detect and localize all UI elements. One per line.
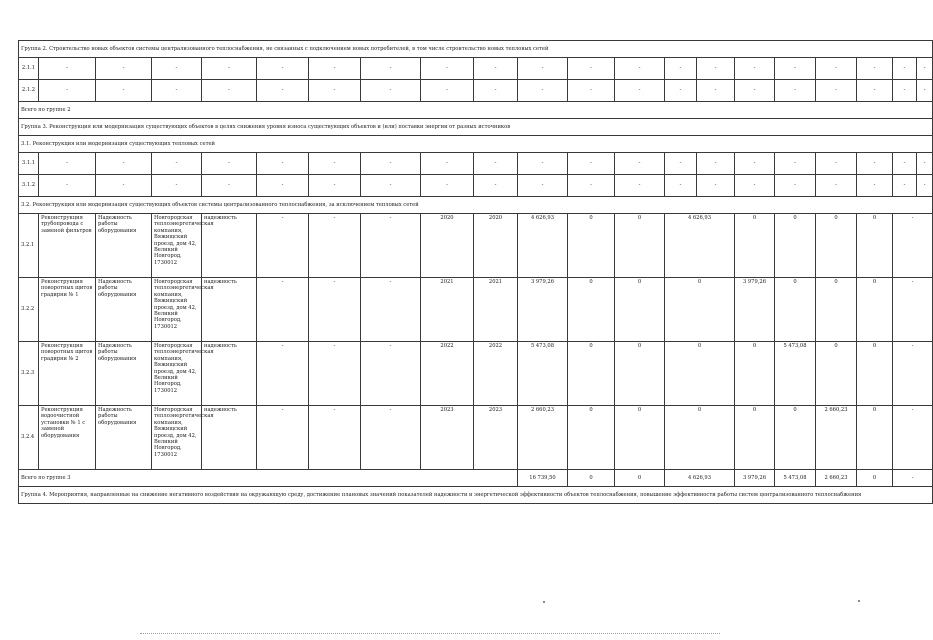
empty-cell: -	[39, 153, 96, 175]
scan-speck	[858, 600, 860, 602]
empty-cell: -	[775, 58, 816, 80]
empty-cell: -	[39, 58, 96, 80]
group3-total-label: Всего по группе 3	[19, 470, 518, 487]
year-cost: 0	[857, 278, 893, 342]
scan-speck	[543, 601, 545, 603]
year-cost: 0	[568, 342, 615, 406]
start-year: 2022	[421, 342, 474, 406]
empty-cell: -	[518, 175, 568, 197]
year-cost: 0	[615, 342, 665, 406]
year-cost: 0	[735, 406, 775, 470]
empty-cell: -	[893, 80, 917, 102]
empty-cell: -	[421, 175, 474, 197]
empty-cell: -	[568, 153, 615, 175]
empty-cell: -	[665, 175, 697, 197]
empty-cell: -	[152, 58, 202, 80]
empty-cell: -	[665, 80, 697, 102]
year-cost: 0	[857, 470, 893, 487]
empty-cell: -	[697, 175, 735, 197]
empty-cell: -	[697, 80, 735, 102]
total-cost: 16 739,50	[518, 470, 568, 487]
empty-cell: -	[309, 175, 361, 197]
empty-cell: -	[96, 80, 152, 102]
empty-cell: -	[857, 175, 893, 197]
empty-cell: -	[152, 175, 202, 197]
empty-cell: -	[361, 175, 421, 197]
group3-header: Группа 3. Реконструкция или модернизация существующих объектов в целях снижения уровня износа существующих объектов и (или) поставки энергии от разных источников	[19, 119, 933, 136]
value-cell: -	[309, 342, 361, 406]
empty-cell: -	[775, 80, 816, 102]
year-cost: 2 660,23	[816, 470, 857, 487]
project-name: Реконструкция водоочистной установки № 1 с заменой оборудования	[39, 406, 96, 470]
year-cost: 2 660,23	[816, 406, 857, 470]
scan-noise-line	[140, 633, 720, 635]
empty-cell: -	[309, 80, 361, 102]
total-cost: 2 660,23	[518, 406, 568, 470]
project-purpose: Надежность работы оборудования	[96, 214, 152, 278]
value-cell: -	[361, 278, 421, 342]
empty-cell: -	[893, 175, 917, 197]
empty-cell: -	[257, 80, 309, 102]
empty-cell: -	[917, 58, 933, 80]
project-purpose: Надежность работы оборудования	[96, 278, 152, 342]
value-cell: -	[309, 406, 361, 470]
value-cell: -	[893, 278, 933, 342]
empty-cell: -	[309, 153, 361, 175]
empty-cell: -	[568, 58, 615, 80]
value-cell: -	[309, 214, 361, 278]
empty-cell: -	[697, 58, 735, 80]
year-cost: 4 626,93	[665, 470, 735, 487]
table-row	[19, 153, 933, 175]
empty-cell: -	[857, 153, 893, 175]
empty-cell: -	[421, 153, 474, 175]
end-year: 2021	[474, 278, 518, 342]
total-cost: 5 473,08	[518, 342, 568, 406]
empty-cell: -	[568, 175, 615, 197]
row-code: 3.1.2	[19, 175, 39, 197]
year-cost: 0	[665, 342, 735, 406]
year-cost: 3 979,26	[735, 278, 775, 342]
value-cell: -	[257, 342, 309, 406]
empty-cell: -	[421, 58, 474, 80]
subgroup-3-2-header: 3.2. Реконструкция или модернизация существующих объектов системы централизованного теплоснабжения, за исключением тепловых сетей	[19, 197, 933, 214]
empty-cell: -	[474, 153, 518, 175]
project-address: Новгородская теплоэнергетическая компания, Вяжищский проезд, дом 42, Великий Новгород, 1730012	[152, 342, 202, 406]
project-address: Новгородская теплоэнергетическая компания, Вяжищский проезд, дом 42, Великий Новгород, 1730012	[152, 406, 202, 470]
row-code: 3.2.3	[19, 342, 39, 406]
project-address: Новгородская теплоэнергетическая компания, Вяжищский проезд, дом 42, Великий Новгород, 1730012	[152, 214, 202, 278]
project-name: Реконструкция трубопровода с заменой фильтров	[39, 214, 96, 278]
empty-cell: -	[39, 175, 96, 197]
value-cell: -	[257, 406, 309, 470]
total-cost: 4 626,93	[518, 214, 568, 278]
empty-cell: -	[816, 58, 857, 80]
group3-total-row	[19, 470, 933, 487]
row-code: 2.1.2	[19, 80, 39, 102]
year-cost: 0	[775, 214, 816, 278]
year-cost: 0	[615, 406, 665, 470]
indicator: надежность	[202, 406, 257, 470]
value-cell: -	[361, 342, 421, 406]
empty-cell: -	[735, 58, 775, 80]
empty-cell: -	[518, 153, 568, 175]
year-cost: 0	[775, 406, 816, 470]
indicator: надежность	[202, 214, 257, 278]
empty-cell: -	[735, 175, 775, 197]
group4-header: Группа 4. Мероприятия, направленные на снижение негативного воздействия на окружающую среду, достижение плановых значений показателей надежности и энергетической эффективности объектов теплоснабжения, повышение эффективности работы систем централизованного теплоснабжения	[19, 487, 933, 504]
empty-cell: -	[816, 175, 857, 197]
empty-cell: -	[816, 80, 857, 102]
indicator: надежность	[202, 278, 257, 342]
empty-cell: -	[893, 58, 917, 80]
empty-cell: -	[615, 175, 665, 197]
empty-cell: -	[857, 80, 893, 102]
empty-cell: -	[474, 80, 518, 102]
empty-cell: -	[735, 153, 775, 175]
project-name: Реконструкция поворотных щитов градирни № 1	[39, 278, 96, 342]
empty-cell: -	[152, 153, 202, 175]
year-cost: 3 979,26	[735, 470, 775, 487]
year-cost: 0	[775, 278, 816, 342]
table-row	[19, 278, 933, 342]
value-cell: -	[893, 214, 933, 278]
row-code: 3.2.1	[19, 214, 39, 278]
empty-cell: -	[735, 80, 775, 102]
table-row	[19, 58, 933, 80]
year-cost: 0	[568, 470, 615, 487]
empty-cell: -	[697, 153, 735, 175]
year-cost: 0	[857, 214, 893, 278]
table-row	[19, 214, 933, 278]
empty-cell: -	[39, 80, 96, 102]
empty-cell: -	[96, 175, 152, 197]
value-cell: -	[309, 278, 361, 342]
empty-cell: -	[474, 175, 518, 197]
empty-cell: -	[615, 80, 665, 102]
value-cell: -	[361, 406, 421, 470]
year-cost: 5 473,08	[775, 342, 816, 406]
year-cost: 4 626,93	[665, 214, 735, 278]
start-year: 2023	[421, 406, 474, 470]
empty-cell: -	[257, 58, 309, 80]
indicator: надежность	[202, 342, 257, 406]
year-cost: 0	[816, 278, 857, 342]
empty-cell: -	[665, 58, 697, 80]
investment-program-table	[18, 40, 933, 504]
start-year: 2021	[421, 278, 474, 342]
table-row	[19, 406, 933, 470]
value-cell: -	[257, 278, 309, 342]
table-row	[19, 80, 933, 102]
year-cost: 0	[816, 342, 857, 406]
project-address: Новгородская теплоэнергетическая компания, Вяжищский проезд, дом 42, Великий Новгород, 1730012	[152, 278, 202, 342]
row-code: 2.1.1	[19, 58, 39, 80]
project-purpose: Надежность работы оборудования	[96, 342, 152, 406]
year-cost: 0	[735, 214, 775, 278]
value-cell: -	[893, 342, 933, 406]
group2-header: Группа 2. Строительство новых объектов системы централизованного теплоснабжения, не связанных с подключением новых потребителей, в том числе строительство новых тепловых сетей	[19, 41, 933, 58]
empty-cell: -	[917, 175, 933, 197]
empty-cell: -	[917, 153, 933, 175]
empty-cell: -	[518, 80, 568, 102]
empty-cell: -	[615, 58, 665, 80]
subgroup-3-1-header: 3.1. Реконструкция или модернизация существующих тепловых сетей	[19, 136, 933, 153]
empty-cell: -	[568, 80, 615, 102]
empty-cell: -	[857, 58, 893, 80]
year-cost: 0	[568, 406, 615, 470]
year-cost: 0	[857, 342, 893, 406]
year-cost: 5 473,08	[775, 470, 816, 487]
value-cell: -	[361, 214, 421, 278]
empty-cell: -	[917, 80, 933, 102]
year-cost: 0	[568, 278, 615, 342]
year-cost: 0	[615, 470, 665, 487]
end-year: 2023	[474, 406, 518, 470]
year-cost: 0	[615, 214, 665, 278]
empty-cell: -	[665, 153, 697, 175]
empty-cell: -	[309, 58, 361, 80]
year-cost: 0	[665, 278, 735, 342]
value-cell: -	[893, 470, 933, 487]
end-year: 2020	[474, 214, 518, 278]
empty-cell: -	[257, 175, 309, 197]
empty-cell: -	[152, 80, 202, 102]
empty-cell: -	[518, 58, 568, 80]
table-row	[19, 175, 933, 197]
year-cost: 0	[816, 214, 857, 278]
year-cost: 0	[735, 342, 775, 406]
empty-cell: -	[96, 153, 152, 175]
table-row	[19, 342, 933, 406]
empty-cell: -	[202, 175, 257, 197]
empty-cell: -	[421, 80, 474, 102]
empty-cell: -	[775, 175, 816, 197]
empty-cell: -	[202, 58, 257, 80]
empty-cell: -	[361, 153, 421, 175]
group2-total-label: Всего по группе 2	[19, 102, 933, 119]
year-cost: 0	[568, 214, 615, 278]
row-code: 3.2.2	[19, 278, 39, 342]
empty-cell: -	[474, 58, 518, 80]
project-name: Реконструкция поворотных щитов градирни № 2	[39, 342, 96, 406]
empty-cell: -	[96, 58, 152, 80]
end-year: 2022	[474, 342, 518, 406]
empty-cell: -	[893, 153, 917, 175]
empty-cell: -	[816, 153, 857, 175]
row-code: 3.1.1	[19, 153, 39, 175]
year-cost: 0	[615, 278, 665, 342]
project-purpose: Надежность работы оборудования	[96, 406, 152, 470]
empty-cell: -	[615, 153, 665, 175]
empty-cell: -	[775, 153, 816, 175]
empty-cell: -	[202, 80, 257, 102]
value-cell: -	[257, 214, 309, 278]
empty-cell: -	[361, 58, 421, 80]
value-cell: -	[893, 406, 933, 470]
empty-cell: -	[361, 80, 421, 102]
empty-cell: -	[202, 153, 257, 175]
year-cost: 0	[665, 406, 735, 470]
total-cost: 3 979,26	[518, 278, 568, 342]
empty-cell: -	[257, 153, 309, 175]
year-cost: 0	[857, 406, 893, 470]
start-year: 2020	[421, 214, 474, 278]
row-code: 3.2.4	[19, 406, 39, 470]
